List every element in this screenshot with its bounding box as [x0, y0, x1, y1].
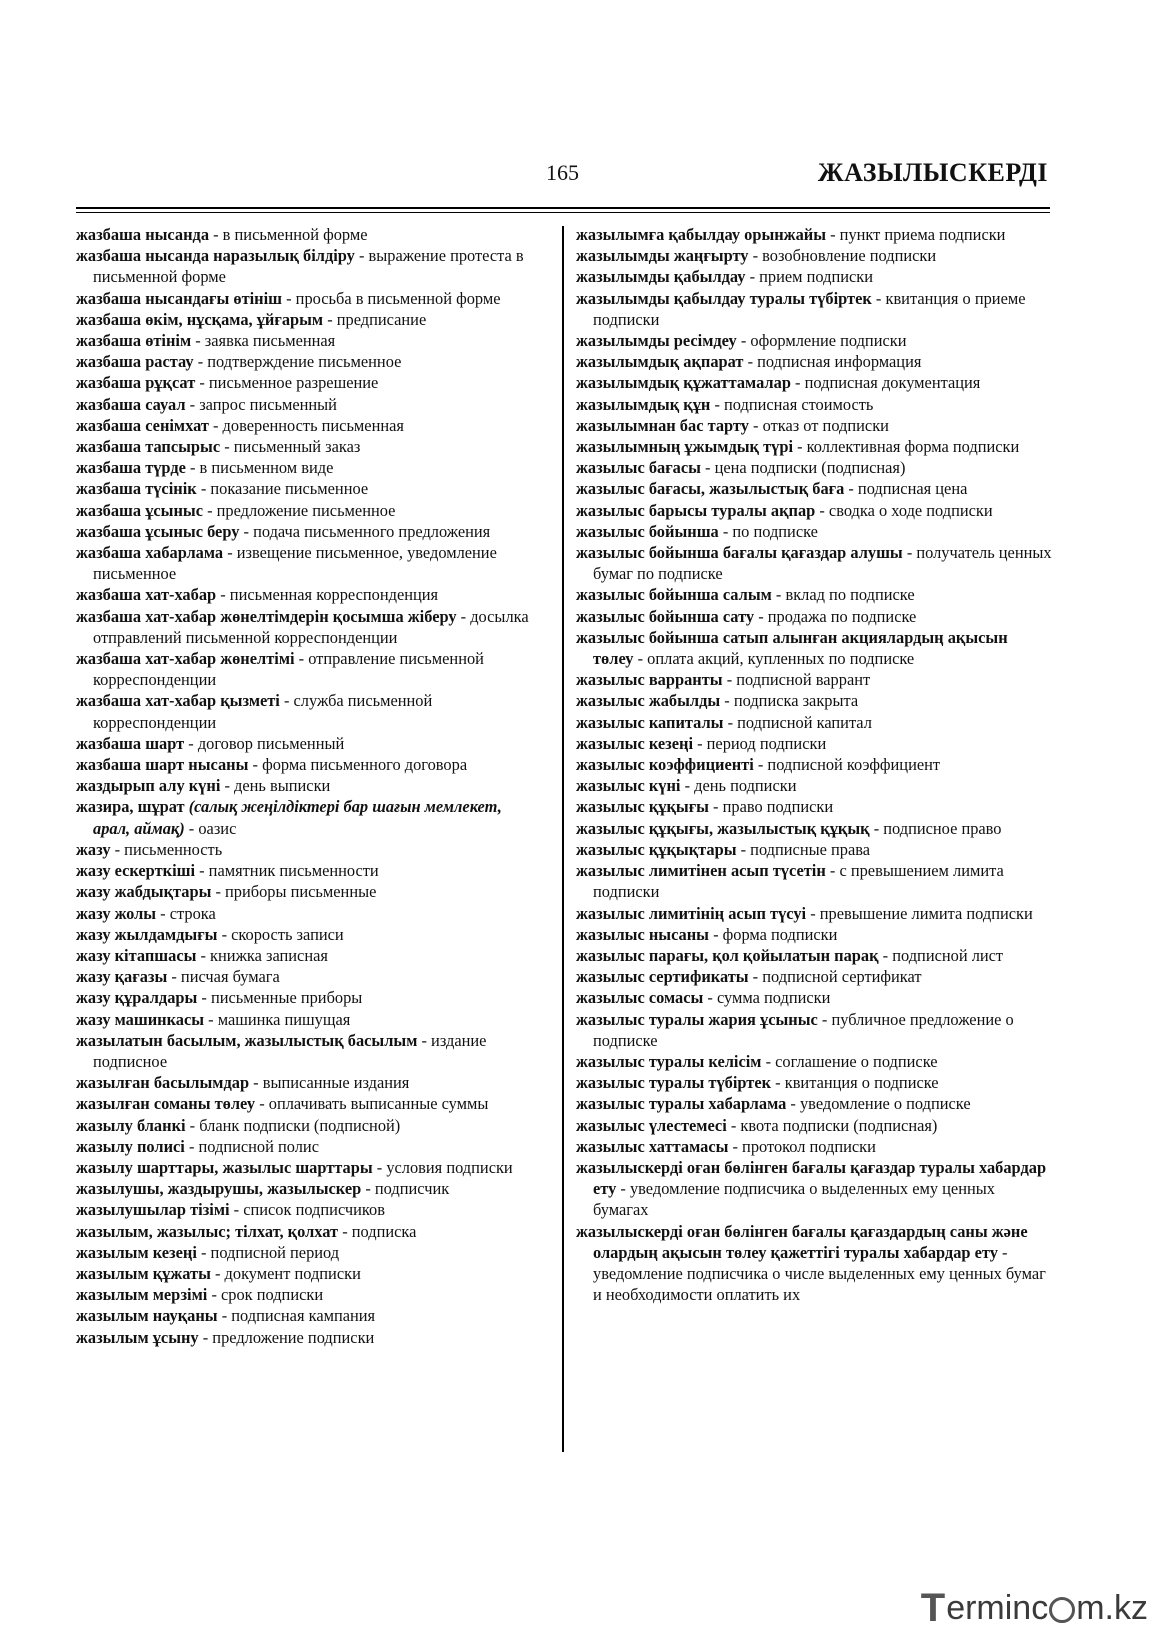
entry-term: жазбаша растау — [76, 352, 194, 372]
entry-definition: - подписная информация — [743, 352, 922, 372]
entry-term: жазбаша шарт — [76, 733, 185, 753]
entry-definition: - подписная документация — [790, 373, 981, 393]
entry-term: жазира, шұрат — [76, 797, 189, 817]
entry-term: жазбаша хат-хабар — [76, 585, 217, 605]
header-rule-thin — [76, 212, 1050, 213]
dictionary-entry — [576, 712, 1052, 733]
entry-definition: - подписная кампания — [217, 1306, 376, 1326]
entry-definition: - оплачивать выписанные суммы — [255, 1094, 489, 1114]
entry-definition: - условия подписки — [372, 1157, 513, 1177]
entry-term: жазылым құжаты — [76, 1263, 211, 1283]
entry-definition: - предложение письменное — [202, 500, 396, 520]
entry-definition: - оплата акций, купленных по подписке — [633, 649, 915, 669]
entry-term: жазылған соманы төлеу — [76, 1094, 256, 1114]
dictionary-entry — [76, 924, 538, 945]
entry-definition: - в письменном виде — [185, 458, 334, 478]
entry-term: жазылым ұсыну — [76, 1327, 199, 1347]
dictionary-entry — [576, 1221, 1052, 1306]
entry-definition: - писчая бумага — [167, 967, 280, 987]
entry-definition: - договор письменный — [184, 733, 345, 753]
entry-definition: - подписной капитал — [723, 712, 872, 732]
entry-term: жазылушы, жаздырушы, жазылыскер — [76, 1179, 362, 1199]
dictionary-entry — [576, 669, 1052, 690]
entry-definition: - форма письменного договора — [248, 755, 468, 775]
entry-term: жазылыс туралы түбіртек — [576, 1073, 772, 1093]
dictionary-entry — [576, 330, 1052, 351]
entry-definition: - подписной полис — [184, 1136, 319, 1156]
entry-term: жазбаша рұқсат — [76, 373, 196, 393]
entry-definition: - машинка пишущая — [204, 1009, 351, 1029]
entry-term: жазылыс туралы келісім — [576, 1051, 762, 1071]
entry-definition: - бланк подписки (подписной) — [185, 1115, 401, 1135]
dictionary-entry — [576, 394, 1052, 415]
entry-term: жазбаша ұсыныс — [76, 500, 203, 520]
entry-definition: - квитанция о подписке — [771, 1073, 939, 1093]
entry-definition: - по подписке — [718, 521, 818, 541]
dictionary-entry — [576, 266, 1052, 287]
dictionary-entry — [76, 733, 538, 754]
entry-term: жазбаша өкім, нұсқама, ұйғарым — [76, 309, 324, 329]
entry-term: жазбаша тапсырыс — [76, 437, 221, 457]
entry-definition: - цена подписки (подписная) — [700, 458, 906, 478]
entry-term: жазылыс бағасы — [576, 458, 701, 478]
dictionary-entry — [576, 436, 1052, 457]
dictionary-entry — [76, 1115, 538, 1136]
entry-term: жазылыс сертификаты — [576, 967, 749, 987]
entry-term: жазылым, жазылыс; тілхат, қолхат — [76, 1221, 339, 1241]
dictionary-entry — [76, 1305, 538, 1326]
entry-term: жазбаша нысанда — [76, 225, 210, 244]
entry-term: жазылыс варранты — [576, 670, 723, 690]
dictionary-entry — [576, 606, 1052, 627]
entry-definition: - письменные приборы — [197, 988, 363, 1008]
dictionary-entry — [576, 733, 1052, 754]
dictionary-entry — [76, 1263, 538, 1284]
dictionary-entry — [76, 1199, 538, 1220]
dictionary-entry — [576, 415, 1052, 436]
dictionary-entry — [576, 1136, 1052, 1157]
entry-definition: - письменное разрешение — [195, 373, 379, 393]
entry-term: жазылыс кезеңі — [576, 733, 693, 753]
dictionary-entry — [76, 606, 538, 648]
entry-definition: - продажа по подписке — [754, 606, 917, 626]
dictionary-entry — [76, 500, 538, 521]
entry-definition: - подписной коэффициент — [753, 755, 941, 775]
entry-term: жазу машинкасы — [76, 1009, 205, 1029]
entry-definition: - показание письменное — [196, 479, 369, 499]
entry-term: жазбаша нысанда наразылық білдіру — [76, 246, 355, 266]
entry-definition: - отправление письменной корреспонденции — [93, 649, 484, 690]
entry-definition: - оазис — [184, 818, 237, 838]
entry-term: жазбаша шарт нысаны — [76, 755, 249, 775]
entry-term: жазылымның ұжымдық түрі — [576, 437, 793, 457]
entry-definition: - форма подписки — [708, 924, 838, 944]
entry-definition: - право подписки — [708, 797, 834, 817]
entry-term: жазылыс сомасы — [576, 988, 704, 1008]
entry-definition: - просьба в письменной форме — [282, 288, 501, 308]
entry-term: жазбаша нысандағы өтініш — [76, 288, 283, 308]
dictionary-entry — [576, 903, 1052, 924]
entry-term: жазылыс үлестемесі — [576, 1115, 727, 1135]
entry-term: жазу құралдары — [76, 988, 198, 1008]
entry-term: жазылыс жабылды — [576, 691, 721, 711]
entry-term: жазбаша хат-хабар жөнелтімдерін қосымша жіберу — [76, 606, 457, 626]
dictionary-entry — [576, 966, 1052, 987]
entry-definition: - письменная корреспонденция — [216, 585, 439, 605]
dictionary-entry — [76, 542, 538, 584]
entry-term: жазу жолы — [76, 903, 157, 923]
entry-definition: - служба письменной корреспонденции — [93, 691, 433, 732]
entry-term: жазылыс нысаны — [576, 924, 709, 944]
dictionary-entry — [76, 457, 538, 478]
entry-term: жазылыс барысы туралы ақпар — [576, 500, 816, 520]
entry-definition: - квитанция о приеме подписки — [593, 288, 1026, 329]
entry-definition: - предписание — [323, 309, 427, 329]
dictionary-entry — [76, 351, 538, 372]
entry-term: жазылымдық құжаттамалар — [576, 373, 791, 393]
entry-definition: - книжка записная — [196, 945, 328, 965]
entry-definition: - срок подписки — [207, 1285, 324, 1305]
entry-term: жазылыскерді оған бөлінген бағалы қағаздардың саны және олардың ақысын төлеу қажеттігі туралы хабардар ету — [576, 1221, 1028, 1262]
page-header — [0, 0, 1158, 220]
entry-definition: - сумма подписки — [703, 988, 831, 1008]
dictionary-entry — [76, 245, 538, 287]
dictionary-entry — [76, 394, 538, 415]
dictionary-entry — [576, 1115, 1052, 1136]
dictionary-entry — [76, 1242, 538, 1263]
entry-definition: - квота подписки (подписная) — [726, 1115, 938, 1135]
entry-term: жазбаша хат-хабар қызметі — [76, 691, 280, 711]
dictionary-entry — [76, 436, 538, 457]
entry-definition: - период подписки — [693, 733, 827, 753]
dictionary-entry — [76, 775, 538, 796]
dictionary-entry — [76, 966, 538, 987]
entry-term: жазылыс бағасы, жазылыстық баға — [576, 479, 845, 499]
entry-definition: - памятник письменности — [195, 861, 379, 881]
entry-definition: - подтверждение письменное — [193, 352, 402, 372]
left-column — [76, 224, 538, 1348]
entry-term: жазу ескерткіші — [76, 861, 196, 881]
entry-term: жазылыс бойынша сатып алынған акциялардың ақысын төлеу — [576, 627, 1008, 669]
entry-definition: - подписная цена — [844, 479, 968, 499]
entry-term: жазылымдық ақпарат — [576, 352, 744, 372]
dictionary-entry — [576, 690, 1052, 711]
dictionary-entry — [576, 457, 1052, 478]
entry-term: жазылым науқаны — [76, 1306, 218, 1326]
entry-term: жазылыс бойынша — [576, 521, 719, 541]
dictionary-entry — [576, 584, 1052, 605]
dictionary-entry — [576, 521, 1052, 542]
entry-term: жазылымнан бас тарту — [576, 415, 749, 435]
dictionary-entry — [76, 1030, 538, 1072]
entry-term: жазбаша хат-хабар жөнелтімі — [76, 649, 295, 669]
entry-term: жазу қағазы — [76, 967, 168, 987]
entry-definition: - день подписки — [680, 776, 797, 796]
entry-definition: - оформление подписки — [736, 331, 907, 351]
dictionary-entry — [76, 881, 538, 902]
entry-term: жазылымды қабылдау туралы түбіртек — [576, 288, 872, 308]
dictionary-entry — [576, 924, 1052, 945]
entry-definition: - соглашение о подписке — [761, 1051, 938, 1071]
entry-definition: - запрос письменный — [185, 394, 337, 414]
entry-definition: - подписная стоимость — [710, 394, 874, 414]
entry-term: жазылыс құқықтары — [576, 839, 737, 859]
entry-definition: - превышение лимита подписки — [806, 903, 1033, 923]
entry-definition: - вклад по подписке — [771, 585, 915, 605]
entry-definition: - в письменной форме — [209, 225, 368, 244]
dictionary-entry — [576, 245, 1052, 266]
entry-term: жазылымдық құн — [576, 394, 711, 414]
dictionary-entry — [76, 521, 538, 542]
dictionary-entry — [76, 1157, 538, 1178]
entry-term: жазылыс хаттамасы — [576, 1136, 729, 1156]
entry-definition: - отказ от подписки — [748, 415, 889, 435]
entry-gloss: (салық жеңілдіктері бар шағын мемлекет, арал, аймақ) — [93, 797, 502, 838]
entry-term: жаздырып алу күні — [76, 776, 221, 796]
entry-term: жазылған басылымдар — [76, 1073, 250, 1093]
dictionary-entry — [76, 1093, 538, 1114]
entry-term: жазбаша түсінік — [76, 479, 197, 499]
entry-term: жазу кітапшасы — [76, 945, 197, 965]
dictionary-entry — [76, 945, 538, 966]
dictionary-entry — [576, 839, 1052, 860]
entry-term: жазылыскерді оған бөлінген бағалы қағаздар туралы хабардар ету — [576, 1157, 1047, 1199]
entry-term: жазылыс туралы хабарлама — [576, 1094, 787, 1114]
dictionary-entry — [76, 1221, 538, 1242]
entry-definition: - документ подписки — [210, 1263, 361, 1283]
entry-definition: - скорость записи — [217, 924, 344, 944]
dictionary-entry — [76, 987, 538, 1008]
dictionary-entry — [76, 1178, 538, 1199]
dictionary-entry — [576, 351, 1052, 372]
entry-term: жазылу бланкі — [76, 1115, 186, 1135]
dictionary-entry — [76, 584, 538, 605]
entry-term: жазылыс лимитінен асып түсетін — [576, 861, 826, 881]
right-column — [576, 224, 1052, 1305]
dictionary-entry — [576, 796, 1052, 817]
column-divider — [562, 226, 564, 1452]
dictionary-entry — [576, 627, 1052, 669]
entry-term: жазылымды қабылдау — [576, 267, 746, 287]
entry-definition: - коллективная форма подписки — [793, 437, 1020, 457]
dictionary-entry — [76, 309, 538, 330]
watermark-t: T — [920, 1585, 946, 1630]
entry-term: жазылымға қабылдау орынжайы — [576, 225, 827, 244]
entry-definition: - подписка — [338, 1221, 417, 1241]
dictionary-entry — [576, 288, 1052, 330]
dictionary-entry — [576, 372, 1052, 393]
dictionary-entry — [576, 500, 1052, 521]
entry-term: жазылыс күні — [576, 776, 681, 796]
entry-definition: - подписное право — [869, 818, 1002, 838]
entry-definition: - уведомление о подписке — [786, 1094, 971, 1114]
entry-definition: - издание подписное — [93, 1030, 487, 1071]
dictionary-entry — [76, 860, 538, 881]
dictionary-entry — [76, 478, 538, 499]
dictionary-entry — [76, 690, 538, 732]
dictionary-entry — [576, 1157, 1052, 1221]
dictionary-entry — [576, 1093, 1052, 1114]
entry-term: жазбаша түрде — [76, 458, 186, 478]
entry-definition: - подписчик — [361, 1179, 450, 1199]
dictionary-entry — [76, 648, 538, 690]
dictionary-entry — [76, 224, 538, 245]
dictionary-entry — [76, 796, 538, 838]
entry-term: жазылымды ресімдеу — [576, 331, 737, 351]
header-rule-thick — [76, 207, 1050, 209]
entry-definition: - возобновление подписки — [748, 246, 937, 266]
entry-definition: - выписанные издания — [249, 1073, 410, 1093]
dictionary-entry — [576, 775, 1052, 796]
entry-term: жазбаша сенімхат — [76, 415, 209, 435]
entry-definition: - предложение подписки — [198, 1327, 375, 1347]
entry-term: жазылымды жаңғырту — [576, 246, 749, 266]
dictionary-entry — [76, 1284, 538, 1305]
dictionary-entry — [76, 903, 538, 924]
entry-term: жазылыс парағы, қол қойылатын парақ — [576, 945, 879, 965]
entry-term: жазылыс бойынша салым — [576, 585, 772, 605]
entry-definition: - письменный заказ — [220, 437, 361, 457]
dictionary-entry — [576, 1072, 1052, 1093]
entry-definition: - с превышением лимита подписки — [593, 861, 1004, 902]
watermark-end: m.kz — [1076, 1588, 1148, 1627]
entry-definition: - список подписчиков — [229, 1200, 385, 1220]
dictionary-entry — [576, 860, 1052, 902]
entry-term: жазу жылдамдығы — [76, 924, 218, 944]
entry-definition: - подписной варрант — [722, 670, 871, 690]
entry-term: жазу жабдықтары — [76, 882, 212, 902]
entry-definition: - прием подписки — [745, 267, 874, 287]
entry-definition: - сводка о ходе подписки — [815, 500, 993, 520]
entry-term: жазылу шарттары, жазылыс шарттары — [76, 1157, 373, 1177]
entry-term: жазылыс туралы жария ұсыныс — [576, 1009, 818, 1029]
entry-definition: - приборы письменные — [211, 882, 377, 902]
entry-definition: - получатель ценных бумаг по подписке — [593, 543, 1052, 584]
dictionary-entry — [576, 987, 1052, 1008]
entry-term: жазылыс құқығы, жазылыстық құқық — [576, 818, 870, 838]
entry-term: жазылыс коэффициенті — [576, 755, 754, 775]
entry-definition: - день выписки — [220, 776, 331, 796]
dictionary-entry — [76, 372, 538, 393]
entry-term: жазбаша сауал — [76, 394, 186, 414]
watermark-mid: erminc — [946, 1588, 1049, 1627]
entry-term: жазылым кезеңі — [76, 1242, 197, 1262]
dictionary-entry — [76, 330, 538, 351]
dictionary-entry — [76, 754, 538, 775]
entry-definition: - выражение протеста в письменной форме — [93, 246, 524, 287]
entry-term: жазылу полисі — [76, 1136, 185, 1156]
dictionary-entry — [576, 478, 1052, 499]
dictionary-entry — [76, 1072, 538, 1093]
entry-term: жазбаша ұсыныс беру — [76, 521, 240, 541]
dictionary-entry — [576, 754, 1052, 775]
dictionary-entry — [76, 415, 538, 436]
entry-definition: - уведомление подписчика о выделенных ему ценных бумагах — [593, 1179, 995, 1220]
entry-term: жазылым мерзімі — [76, 1285, 208, 1305]
entry-definition: - доверенность письменная — [208, 415, 404, 435]
entry-term: жазылыс капиталы — [576, 712, 724, 732]
dictionary-entry — [76, 288, 538, 309]
entry-definition: - публичное предложение о подписке — [593, 1009, 1014, 1050]
entry-definition: - подписной сертификат — [748, 967, 922, 987]
entry-definition: - уведомление подписчика о числе выделенных ему ценных бумаг и необходимости оплатить их — [593, 1242, 1046, 1305]
entry-definition: - подписка закрыта — [720, 691, 859, 711]
dictionary-entry — [576, 818, 1052, 839]
page-number: 165 — [546, 160, 579, 185]
entry-definition: - подача письменного предложения — [239, 521, 491, 541]
entry-term: жазылатын басылым, жазылыстық басылым — [76, 1030, 418, 1050]
entry-term: жазбаша хабарлама — [76, 543, 224, 563]
dictionary-entry — [576, 945, 1052, 966]
entry-definition: - заявка письменная — [191, 331, 336, 351]
entry-definition: - протокол подписки — [728, 1136, 876, 1156]
running-head: ЖАЗЫЛЫСКЕРДІ — [817, 158, 1048, 187]
entry-term: жазылыс бойынша сату — [576, 606, 755, 626]
entry-definition: - подписные права — [736, 839, 871, 859]
entry-term: жазылушылар тізімі — [76, 1200, 230, 1220]
dictionary-entry — [576, 1051, 1052, 1072]
entry-definition: - досылка отправлений письменной корреспонденции — [93, 606, 529, 647]
entry-definition: - строка — [156, 903, 216, 923]
entry-definition: - подписной период — [196, 1242, 340, 1262]
entry-definition: - подписной лист — [878, 945, 1004, 965]
watermark-o-circle-icon — [1049, 1597, 1075, 1623]
dictionary-entry — [76, 1327, 538, 1348]
dictionary-entry — [76, 1009, 538, 1030]
entry-definition: - письменность — [110, 839, 223, 859]
entry-term: жазылыс лимитінің асып түсуі — [576, 903, 807, 923]
entry-term: жазбаша өтінім — [76, 331, 192, 351]
terminco-watermark-logo — [921, 1587, 1148, 1629]
dictionary-entry — [576, 1009, 1052, 1051]
dictionary-entry — [576, 542, 1052, 584]
dictionary-entry — [576, 224, 1052, 245]
entry-term: жазу — [76, 839, 111, 859]
entry-term: жазылыс құқығы — [576, 797, 709, 817]
entry-definition: - пункт приема подписки — [826, 225, 1006, 244]
dictionary-entry — [76, 839, 538, 860]
entry-term: жазылыс бойынша бағалы қағаздар алушы — [576, 543, 903, 563]
entry-definition: - извещение письменное, уведомление письменное — [93, 543, 497, 584]
dictionary-entry — [76, 1136, 538, 1157]
